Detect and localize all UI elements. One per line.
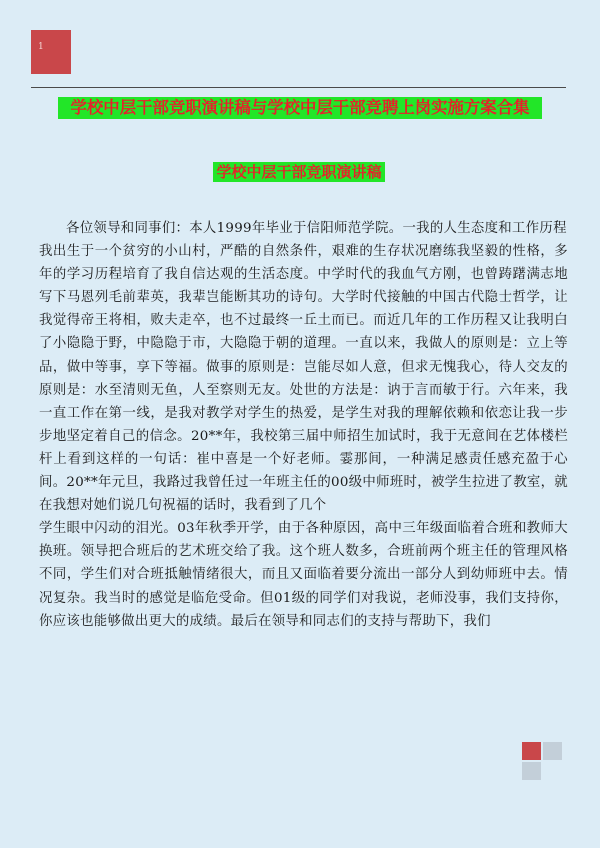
decor-square: [522, 762, 541, 780]
paragraph: 各位领导和同事们：本人1999年毕业于信阳师范学院。一我的人生态度和工作历程: [66, 221, 567, 236]
header-divider: [31, 87, 566, 88]
decorative-squares: [522, 742, 564, 782]
document-title: 学校中层干部竞职演讲稿与学校中层干部竞聘上岗实施方案合集: [58, 97, 542, 119]
page-number-badge: [31, 30, 71, 74]
paragraph: 我出生于一个贫穷的小山村，严酷的自然条件，艰难的生存状况磨练我坚毅的性格，多年的学习历程培育了我自信达观的生活态度。中学时代的我血气方刚，也曾踌躇满志地写下马恩列毛前辈英，我辈岂能断其功的诗句。大学时代接触的中国古代隐士哲学，让我觉得帝王将相，败夫走卒，也不过最终一丘土而已。而近几年的工作历程又让我明白了小隐隐于野，中隐隐于市，大隐隐于朝的道理。一直以来，我做人的原则是：立上等品，做中等事，享下等福。做事的原则是：岂能尽如人意，但求无愧我心，待人交友的原则是：水至清则无鱼，人至察则无友。处世的方法是：讷于言而敏于行。六年来，我一直工作在第一线，是我对教学对学生的热爱，是学生对我的理解依赖和依恋让我一步步地坚定着自己的信念。20**年，我校第三届中师招生加试时，我于无意间在艺体楼栏杆上看到这样的一句话：崔中喜是一个好老师。霎那间，一种满足感责任感充盈于心间。20**年元旦，我路过我曾任过一年班主任的00级中师班时，被学生拉进了教室，就在我想对她们说几句祝福的话时，我看到了几个: [39, 244, 568, 514]
page-number: 1: [38, 42, 44, 52]
body-text: [39, 217, 568, 633]
paragraph: 学生眼中闪动的泪光。03年秋季开学，由于各种原因，高中三年级面临着合班和教师大换班。领导把合班后的艺术班交给了我。这个班人数多，合班前两个班主任的管理风格不同，学生们对合班抵触情绪很大，而且又面临着要分流出一部分人到幼师班中去。情况复杂。我当时的感觉是临危受命。但01级的同学们对我说，老师没事，我们支持你，你应该也能够做出更大的成绩。最后在领导和同志们的支持与帮助下，我们: [39, 521, 568, 629]
decor-square: [543, 742, 562, 760]
section-title: 学校中层干部竞职演讲稿: [213, 162, 385, 182]
decor-square: [522, 742, 541, 760]
